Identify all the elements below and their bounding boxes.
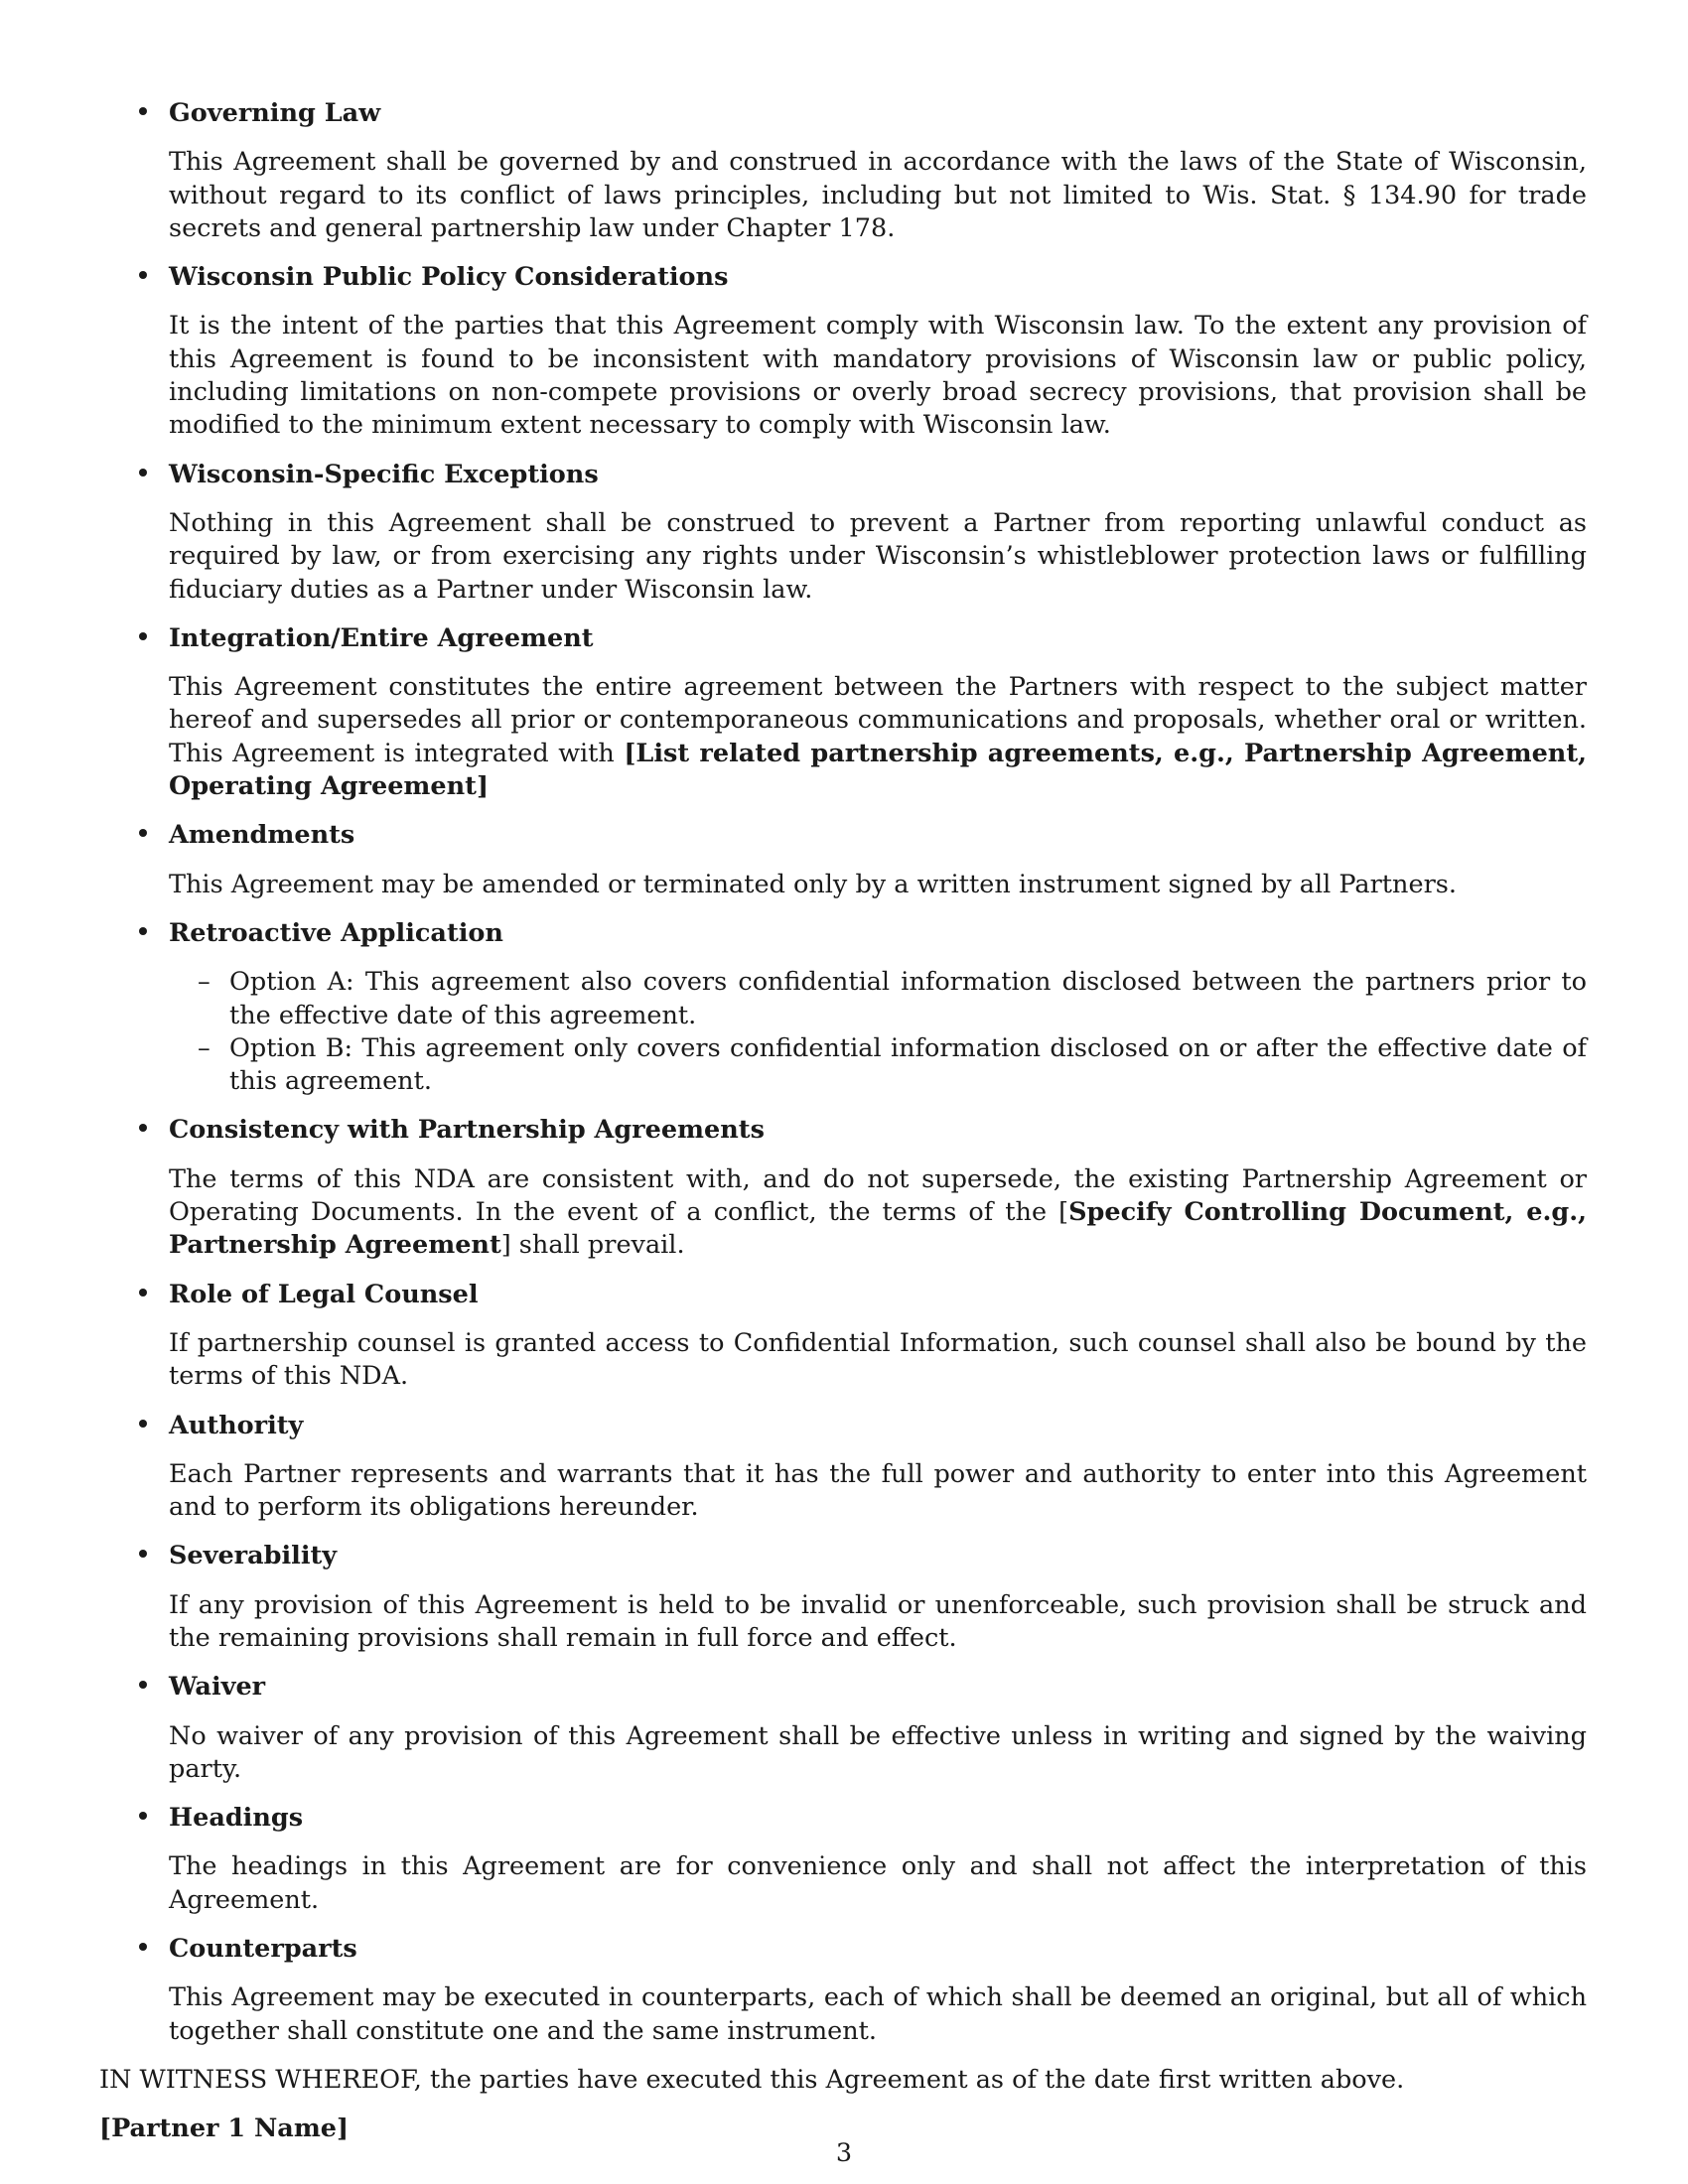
witness-statement: IN WITNESS WHEREOF, the parties have executed this Agreement as of the date first written above. — [99, 2064, 1405, 2095]
bullet-icon — [139, 271, 147, 279]
clause-counterparts — [99, 1933, 1587, 2048]
clause-legal-counsel — [99, 1279, 1587, 1394]
clause-text: This Agreement may be amended or terminated only by a written instrument signed by all Partners. — [169, 869, 1457, 899]
bullet-icon — [139, 469, 147, 477]
clause-amendments — [99, 819, 1587, 901]
clause-integration — [99, 622, 1587, 803]
bullet-icon — [139, 107, 147, 115]
clause-wisconsin-exceptions — [99, 459, 1587, 607]
clause-authority — [99, 1410, 1587, 1525]
clause-heading: Wisconsin Public Policy Considerations — [169, 262, 729, 293]
clause-text-part: The terms of this NDA are consistent with, and do not supersede, the existing Partnership Agreement or Operating Documents. In the event of a conflict, the terms of the [ — [169, 1163, 1587, 1228]
bullet-icon — [139, 1943, 147, 1951]
placeholder-controlling-document: Specify Controlling Document, e.g., Partnership Agreement — [169, 1197, 1587, 1261]
clause-governing-law — [99, 97, 1587, 245]
clause-heading: Governing Law — [169, 98, 381, 128]
clause-heading: Authority — [169, 1410, 304, 1440]
clause-headings — [99, 1802, 1587, 1917]
clause-heading: Waiver — [169, 1672, 266, 1703]
clause-heading: Wisconsin-Specific Exceptions — [169, 459, 599, 489]
dash-icon: – — [198, 967, 211, 998]
clause-severability — [99, 1540, 1587, 1655]
bullet-icon — [139, 1681, 147, 1689]
clause-retroactive — [99, 917, 1587, 1098]
clause-text — [169, 671, 1587, 803]
clause-heading: Counterparts — [169, 1934, 357, 1965]
bullet-icon — [139, 1550, 147, 1558]
clause-heading: Role of Legal Counsel — [169, 1279, 479, 1309]
signature-placeholder: [Partner 1 Name] — [99, 2114, 350, 2144]
clause-heading: Integration/Entire Agreement — [169, 622, 594, 653]
option-text: Option B: This agreement only covers confidential information disclosed on or after the effective date of this agreement. — [229, 1032, 1587, 1097]
clause-text-part: This Agreement constitutes the entire agreement between the Partners with respect to the subject matter hereof and supersedes all prior or contemporaneous communications and proposals, whether oral or written. This Agreement is integrated with — [169, 672, 1587, 768]
clause-text: Nothing in this Agreement shall be construed to prevent a Partner from reporting unlawful conduct as required by law, or from exercising any rights under Wisconsin’s whistleblower protection laws or fulfilling fiduciary duties as a Partner under Wisconsin law. — [169, 507, 1587, 605]
clause-consistency — [99, 1114, 1587, 1262]
clause-public-policy — [99, 261, 1587, 442]
bullet-icon — [139, 1124, 147, 1132]
clause-heading: Amendments — [169, 820, 355, 851]
clause-heading: Retroactive Application — [169, 917, 503, 948]
option-b — [169, 1032, 1587, 1099]
bullet-icon — [139, 632, 147, 640]
clause-text-part: ] shall prevail. — [500, 1230, 685, 1261]
clause-text: This Agreement shall be governed by and construed in accordance with the laws of the State of Wisconsin, without regard to its conflict of laws principles, including but not limited to Wis. Stat. § 134.90 for trade secrets and general partnership law under Chapter 178. — [169, 147, 1587, 243]
clause-text — [169, 1163, 1587, 1263]
placeholder-related-agreements: [List related partnership agreements, e.g., Partnership Agreement, Operating Agreement] — [169, 738, 1587, 802]
clause-text: If partnership counsel is granted access to Confidential Information, such counsel shall also be bound by the terms of this NDA. — [169, 1327, 1587, 1392]
option-text: Option A: This agreement also covers confidential information disclosed between the partners prior to the effective date of this agreement. — [229, 967, 1587, 1030]
bullet-icon — [139, 829, 147, 837]
bullet-icon — [139, 1289, 147, 1297]
clause-text: If any provision of this Agreement is held to be invalid or unenforceable, such provision shall be struck and the remaining provisions shall remain in full force and effect. — [169, 1589, 1587, 1653]
dash-icon: – — [198, 1032, 211, 1063]
bullet-icon — [139, 1420, 147, 1428]
option-list — [169, 966, 1587, 1098]
clause-heading: Severability — [169, 1541, 338, 1571]
clause-text: No waiver of any provision of this Agreement shall be effective unless in writing and signed by the waiving party. — [169, 1720, 1587, 1784]
page-number: 3 — [835, 2138, 853, 2168]
clause-waiver — [99, 1671, 1587, 1786]
clause-text: The headings in this Agreement are for convenience only and shall not affect the interpretation of this Agreement. — [169, 1851, 1587, 1915]
clause-heading: Consistency with Partnership Agreements — [169, 1115, 765, 1146]
clause-heading: Headings — [169, 1803, 304, 1834]
bullet-icon — [139, 927, 147, 935]
document-body — [99, 97, 1587, 2146]
option-a — [169, 966, 1587, 1032]
clause-text: It is the intent of the parties that this Agreement comply with Wisconsin law. To the extent any provision of this Agreement is found to be inconsistent with mandatory provisions of Wisconsin law or public policy, including limitations on non-compete provisions or overly broad secrecy provisions, that provision shall be modified to the minimum extent necessary to comply with Wisconsin law. — [169, 311, 1587, 441]
clause-text: Each Partner represents and warrants that it has the full power and authority to enter into this Agreement and to perform its obligations hereunder. — [169, 1458, 1587, 1523]
clause-list — [99, 97, 1587, 2048]
clause-text: This Agreement may be executed in counterparts, each of which shall be deemed an original, but all of which together shall constitute one and the same instrument. — [169, 1982, 1587, 2046]
bullet-icon — [139, 1812, 147, 1820]
